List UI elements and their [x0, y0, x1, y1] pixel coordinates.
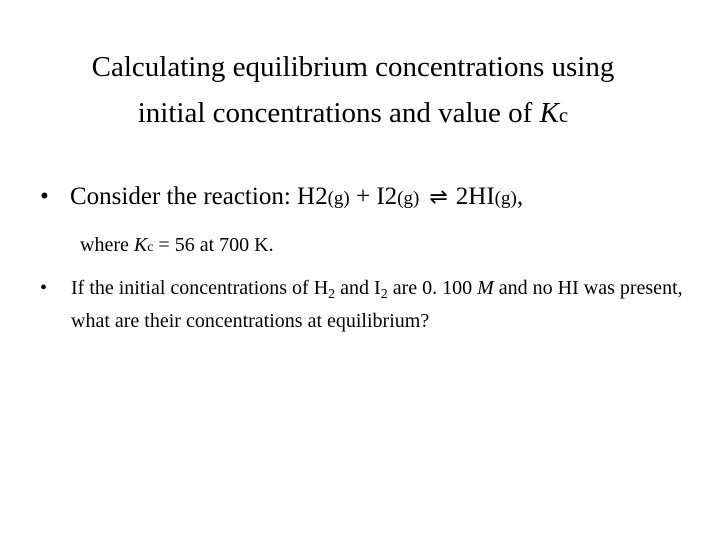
i2-subscript: 2: [384, 183, 398, 210]
kc-subscript: c: [558, 103, 569, 127]
molarity-unit: M: [477, 277, 494, 299]
bullet-marker: •: [40, 183, 49, 210]
kc-value-line: [80, 234, 274, 257]
i2-state: (g): [397, 188, 420, 209]
product-hi: 2HI: [455, 183, 495, 210]
title-line-2-text: initial concentrations and value of: [137, 97, 540, 129]
q-h2-subscript: 2: [328, 287, 336, 302]
h2-subscript: 2: [315, 183, 328, 210]
bullet-reaction: [40, 182, 523, 214]
equilibrium-arrow-icon: ⇌: [429, 185, 448, 210]
where-prefix: where: [80, 234, 134, 256]
bullet-marker: •: [40, 277, 48, 299]
h2-state: (g): [327, 188, 350, 209]
q-part4: and no HI was present, what are their concentrations at equilibrium?: [71, 277, 683, 332]
where-kc-variable: K: [133, 234, 148, 256]
slide-title: [0, 44, 706, 138]
kc-variable: K: [539, 97, 559, 129]
title-line-2: [0, 90, 706, 138]
bullet-question: [40, 275, 700, 335]
question-text: [71, 275, 700, 335]
q-part3: are 0. 100: [387, 277, 478, 299]
q-part2: and I: [335, 277, 381, 299]
reaction-prefix: Consider the reaction: H: [70, 183, 316, 210]
reaction-end: ,: [516, 183, 524, 210]
where-rest: = 56 at 700 K.: [153, 234, 274, 256]
q-part1: If the initial concentrations of H: [71, 277, 329, 299]
plus-i: + I: [349, 183, 385, 210]
title-line-1: Calculating equilibrium concentrations using: [91, 51, 615, 83]
hi-state: (g): [494, 188, 517, 209]
q-i2-subscript: 2: [380, 287, 388, 302]
where-kc-subscript: c: [147, 240, 154, 255]
